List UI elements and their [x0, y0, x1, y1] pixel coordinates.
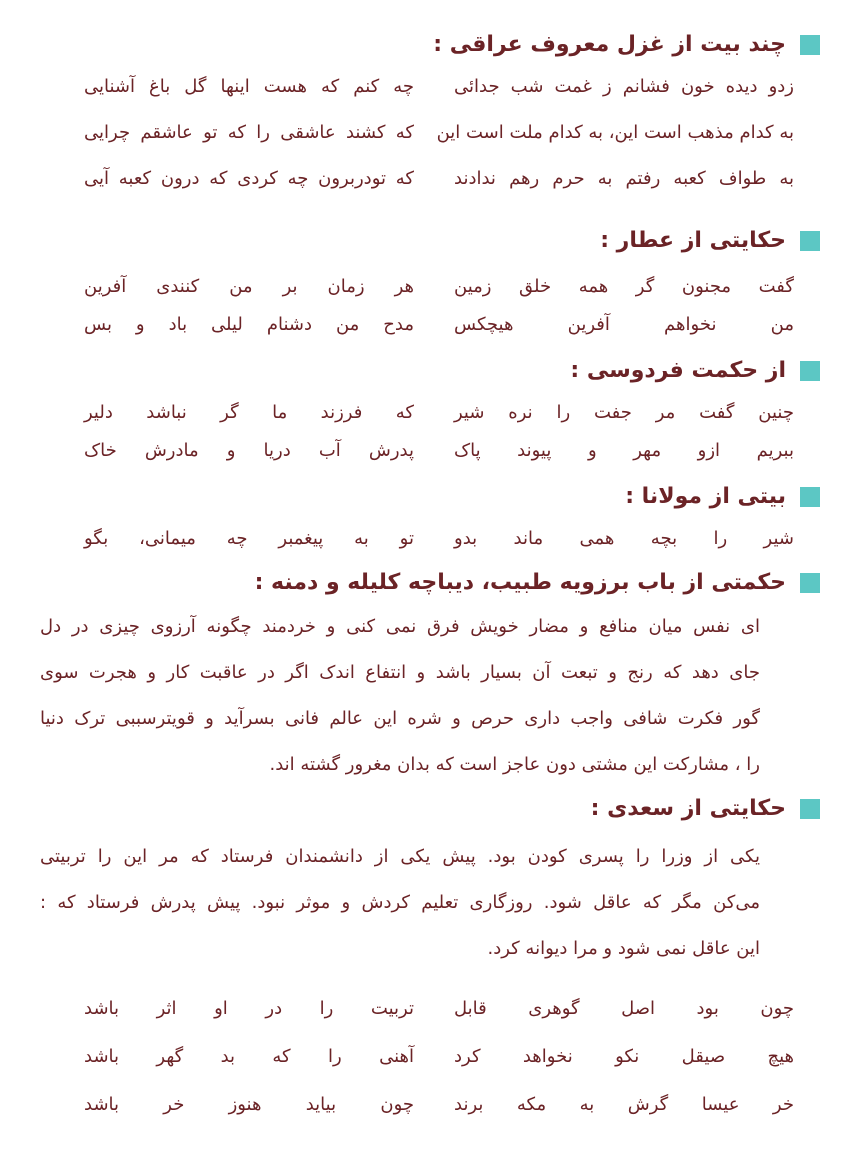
- verse-first-hemistich: خر عیسا گرش به مکه برند: [454, 1094, 794, 1115]
- heading-text: از حکمت فردوسی :: [570, 358, 786, 383]
- bullet-square-icon: [800, 573, 820, 593]
- verse-second-hemistich: چون بیاید هنوز خر باشد: [84, 1094, 414, 1115]
- verse-row: [0, 402, 844, 432]
- prose-line: یکی از وزرا را پسری کودن بود. پیش یکی از دانشمندان فرستاد که مر این را تربیتی: [40, 846, 760, 867]
- verse-second-hemistich: مدح من دشنام لیلی باد و بس: [84, 314, 414, 335]
- bullet-square-icon: [800, 231, 820, 251]
- prose-line: می‌کن مگر که عاقل شود. روزگاری تعلیم کردش و موثر نبود. پیش پدرش فرستاد که :: [40, 892, 760, 913]
- verse-row: [0, 528, 844, 558]
- verse-second-hemistich: پدرش آب دریا و مادرش خاک: [84, 440, 414, 461]
- verse-second-hemistich: تو به پیغمبر چه میمانی، بگو: [84, 528, 414, 549]
- verse-first-hemistich: چنین گفت مر جفت را نره شیر: [454, 402, 794, 423]
- verse-row: [0, 76, 844, 106]
- verse-second-hemistich: که فرزند ما گر نباشد دلیر: [84, 402, 414, 423]
- section-heading-ferdowsi: [570, 358, 820, 383]
- verse-first-hemistich: زدو دیده خون فشانم ز غمت شب جدائی: [454, 76, 794, 97]
- verse-first-hemistich: شیر را بچه همی ماند بدو: [454, 528, 794, 549]
- verse-row: [0, 998, 844, 1028]
- verse-first-hemistich: به طواف کعبه رفتم به حرم رهم ندادند: [454, 168, 794, 189]
- heading-text: حکایتی از سعدی :: [590, 796, 786, 821]
- verse-row: [0, 1046, 844, 1076]
- verse-second-hemistich: که کشند عاشقی را که تو عاشقم چرایی: [84, 122, 414, 143]
- bullet-square-icon: [800, 35, 820, 55]
- heading-text: بیتی از مولانا :: [625, 484, 786, 509]
- verse-second-hemistich: هر زمان بر من کنندی آفرین: [84, 276, 414, 297]
- prose-line: جای دهد که رنج و تبعت آن بسیار باشد و انتفاع اندک اگر در عاقبت کار و هجرت سوی: [40, 662, 760, 683]
- verse-row: [0, 168, 844, 198]
- prose-line: این عاقل نمی شود و مرا دیوانه کرد.: [487, 938, 760, 959]
- verse-second-hemistich: چه کنم که هست اینها گل باغ آشنایی: [84, 76, 414, 97]
- verse-row: [0, 314, 844, 344]
- verse-row: [0, 440, 844, 470]
- section-heading-attar: [600, 228, 820, 253]
- prose-paragraph: [40, 842, 760, 980]
- verse-first-hemistich: هیچ صیقل نکو نخواهد کرد: [454, 1046, 794, 1067]
- verse-row: [0, 1094, 844, 1124]
- section-heading-kalileh: [255, 570, 820, 595]
- section-heading-iraqi: [433, 32, 820, 57]
- verse-second-hemistich: آهنی را که بد گهر باشد: [84, 1046, 414, 1067]
- section-heading-molana: [625, 484, 820, 509]
- heading-text: چند بیت از غزل معروف عراقی :: [433, 32, 786, 57]
- verse-second-hemistich: تربیت را در او اثر باشد: [84, 998, 414, 1019]
- bullet-square-icon: [800, 799, 820, 819]
- verse-row: [0, 122, 844, 152]
- verse-first-hemistich: گفت مجنون گر همه خلق زمین: [454, 276, 794, 297]
- verse-first-hemistich: به کدام مذهب است این، به کدام ملت است این: [436, 122, 794, 143]
- section-heading-saadi: [591, 796, 820, 821]
- bullet-square-icon: [800, 487, 820, 507]
- heading-text: حکایتی از عطار :: [600, 228, 786, 253]
- bullet-square-icon: [800, 361, 820, 381]
- heading-text: حکمتی از باب برزویه طبیب، دیباچه کلیله و دمنه :: [254, 570, 786, 595]
- verse-first-hemistich: من نخواهم آفرین هیچکس: [454, 314, 794, 335]
- verse-second-hemistich: که تودربرون چه کردی که درون کعبه آیی: [84, 168, 414, 189]
- prose-line: را ، مشارکت این مشتی دون عاجز است که بدان مغرور گشته اند.: [269, 754, 760, 775]
- verse-first-hemistich: چون بود اصل گوهری قابل: [454, 998, 794, 1019]
- prose-line: ای نفس میان منافع و مضار خویش فرق نمی کنی و خردمند چگونه آرزوی چیزی در دل: [40, 616, 760, 637]
- prose-line: گور فکرت شافی واجب داری حرص و شره این عالم فانی بسرآید و قویترسببی ترک دنیا: [40, 708, 760, 729]
- prose-paragraph: [40, 612, 760, 796]
- verse-row: [0, 276, 844, 306]
- verse-first-hemistich: ببریم ازو مهر و پیوند پاک: [454, 440, 794, 461]
